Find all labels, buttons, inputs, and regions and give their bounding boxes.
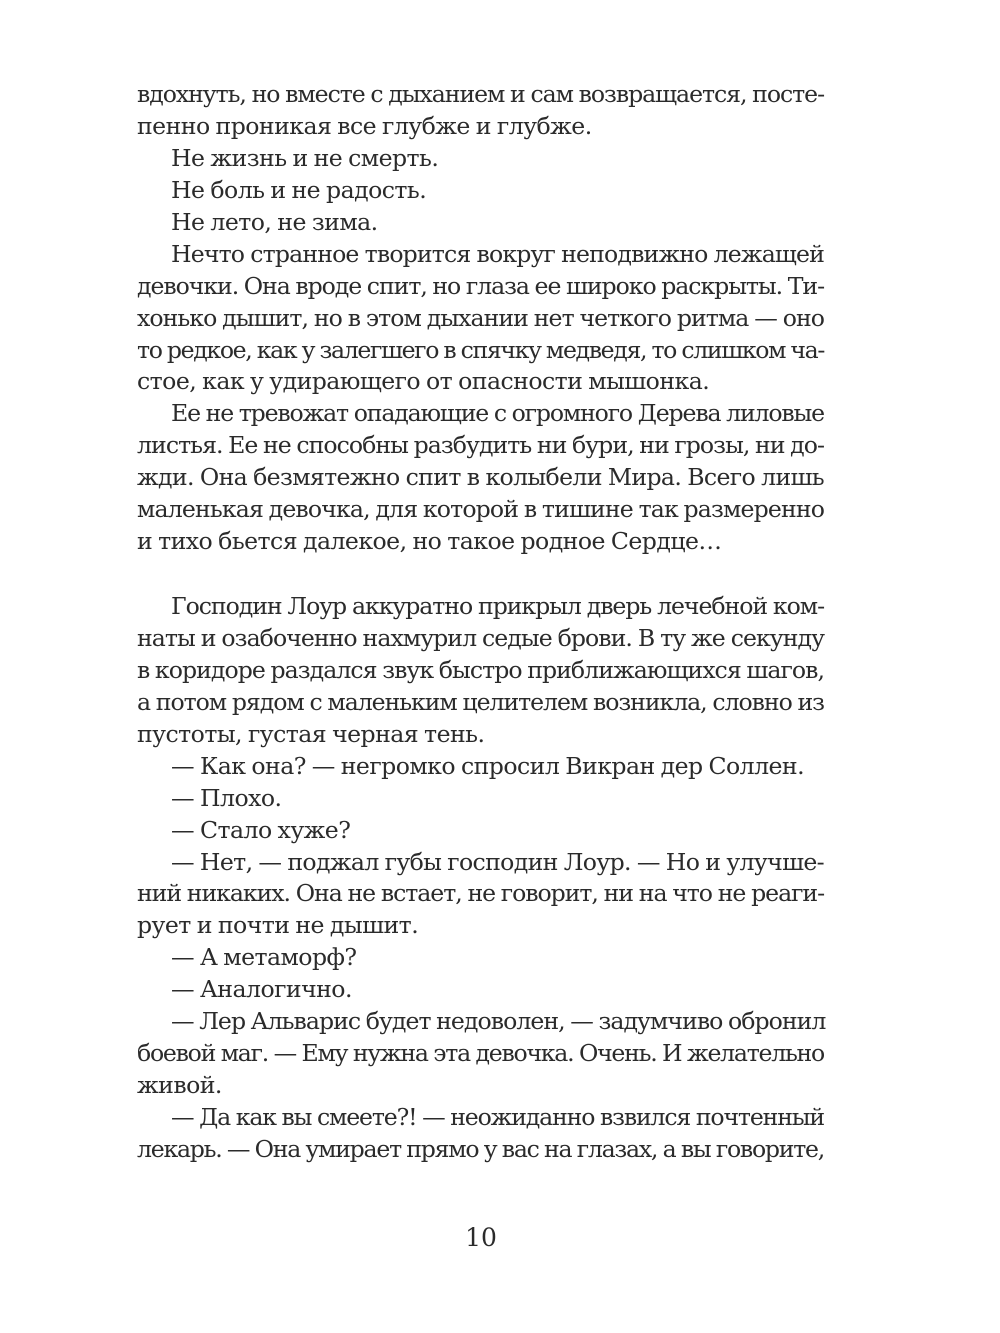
text-line: девочки. Она вроде спит, но глаза ее широко раскрыты. Ти- (137, 271, 824, 300)
page-number: 10 (465, 1223, 497, 1252)
text-line: — Стало хуже? (171, 815, 351, 844)
text-line: и тихо бьется далекое, но такое родное Сердце… (137, 527, 722, 556)
text-line: ний никаких. Она не встает, не говорит, ни на что не реаги- (137, 879, 824, 908)
text-line: маленькая девочка, для которой в тишине так размеренно (137, 495, 825, 524)
text-line: — А метаморф? (171, 943, 357, 972)
text-line: то редкое, как у залегшего в спячку медведя, то слишком ча- (137, 335, 824, 364)
text-line: живой. (137, 1071, 222, 1100)
text-line: — Лер Альварис будет недоволен, — задумчиво обронил (171, 1007, 826, 1036)
text-line: в коридоре раздался звук быстро приближающихся шагов, (137, 655, 824, 684)
text-line: — Как она? — негромко спросил Викран дер Соллен. (171, 751, 805, 780)
text-line: — Аналогично. (171, 975, 352, 1004)
text-line: вдохнуть, но вместе с дыханием и сам возвращается, посте- (137, 80, 824, 108)
text-section-dream (137, 79, 824, 558)
text-line: пенно проникая все глубже и глубже. (137, 111, 592, 140)
text-section-dialogue (137, 591, 824, 1166)
text-line: — Нет, — поджал губы господин Лоур. — Но и улучше- (171, 847, 824, 876)
text-line: пустоты, густая черная тень. (137, 719, 485, 748)
text-line: боевой маг. — Ему нужна эта девочка. Очень. И желательно (137, 1039, 824, 1068)
text-line: наты и озабоченно нахмурил седые брови. В ту же секунду (137, 623, 824, 652)
text-line: листья. Ее не способны разбудить ни бури, ни грозы, ни до- (137, 431, 824, 460)
text-line: — Плохо. (171, 783, 282, 812)
text-line: лекарь. — Она умирает прямо у вас на глазах, а вы говорите, (137, 1134, 824, 1163)
text-line: Господин Лоур аккуратно прикрыл дверь лечебной ком- (171, 592, 824, 620)
text-line: рует и почти не дышит. (137, 911, 419, 940)
text-line: Не жизнь и не смерть. (171, 143, 439, 172)
text-line: Нечто странное творится вокруг неподвижно лежащей (171, 239, 824, 268)
text-line: стое, как у удирающего от опасности мышонка. (137, 367, 710, 396)
text-line: хонько дышит, но в этом дыхании нет четкого ритма — оно (137, 303, 824, 332)
text-line: Не лето, не зима. (171, 207, 378, 236)
text-line: а потом рядом с маленьким целителем возникла, словно из (137, 687, 824, 716)
text-line: — Да как вы смеете?! — неожиданно взвился почтенный (171, 1103, 824, 1131)
text-line: Не боль и не радость. (171, 175, 427, 204)
text-line: Ее не тревожат опадающие с огромного Дерева лиловые (171, 399, 824, 428)
text-line: жди. Она безмятежно спит в колыбели Мира. Всего лишь (137, 463, 824, 492)
